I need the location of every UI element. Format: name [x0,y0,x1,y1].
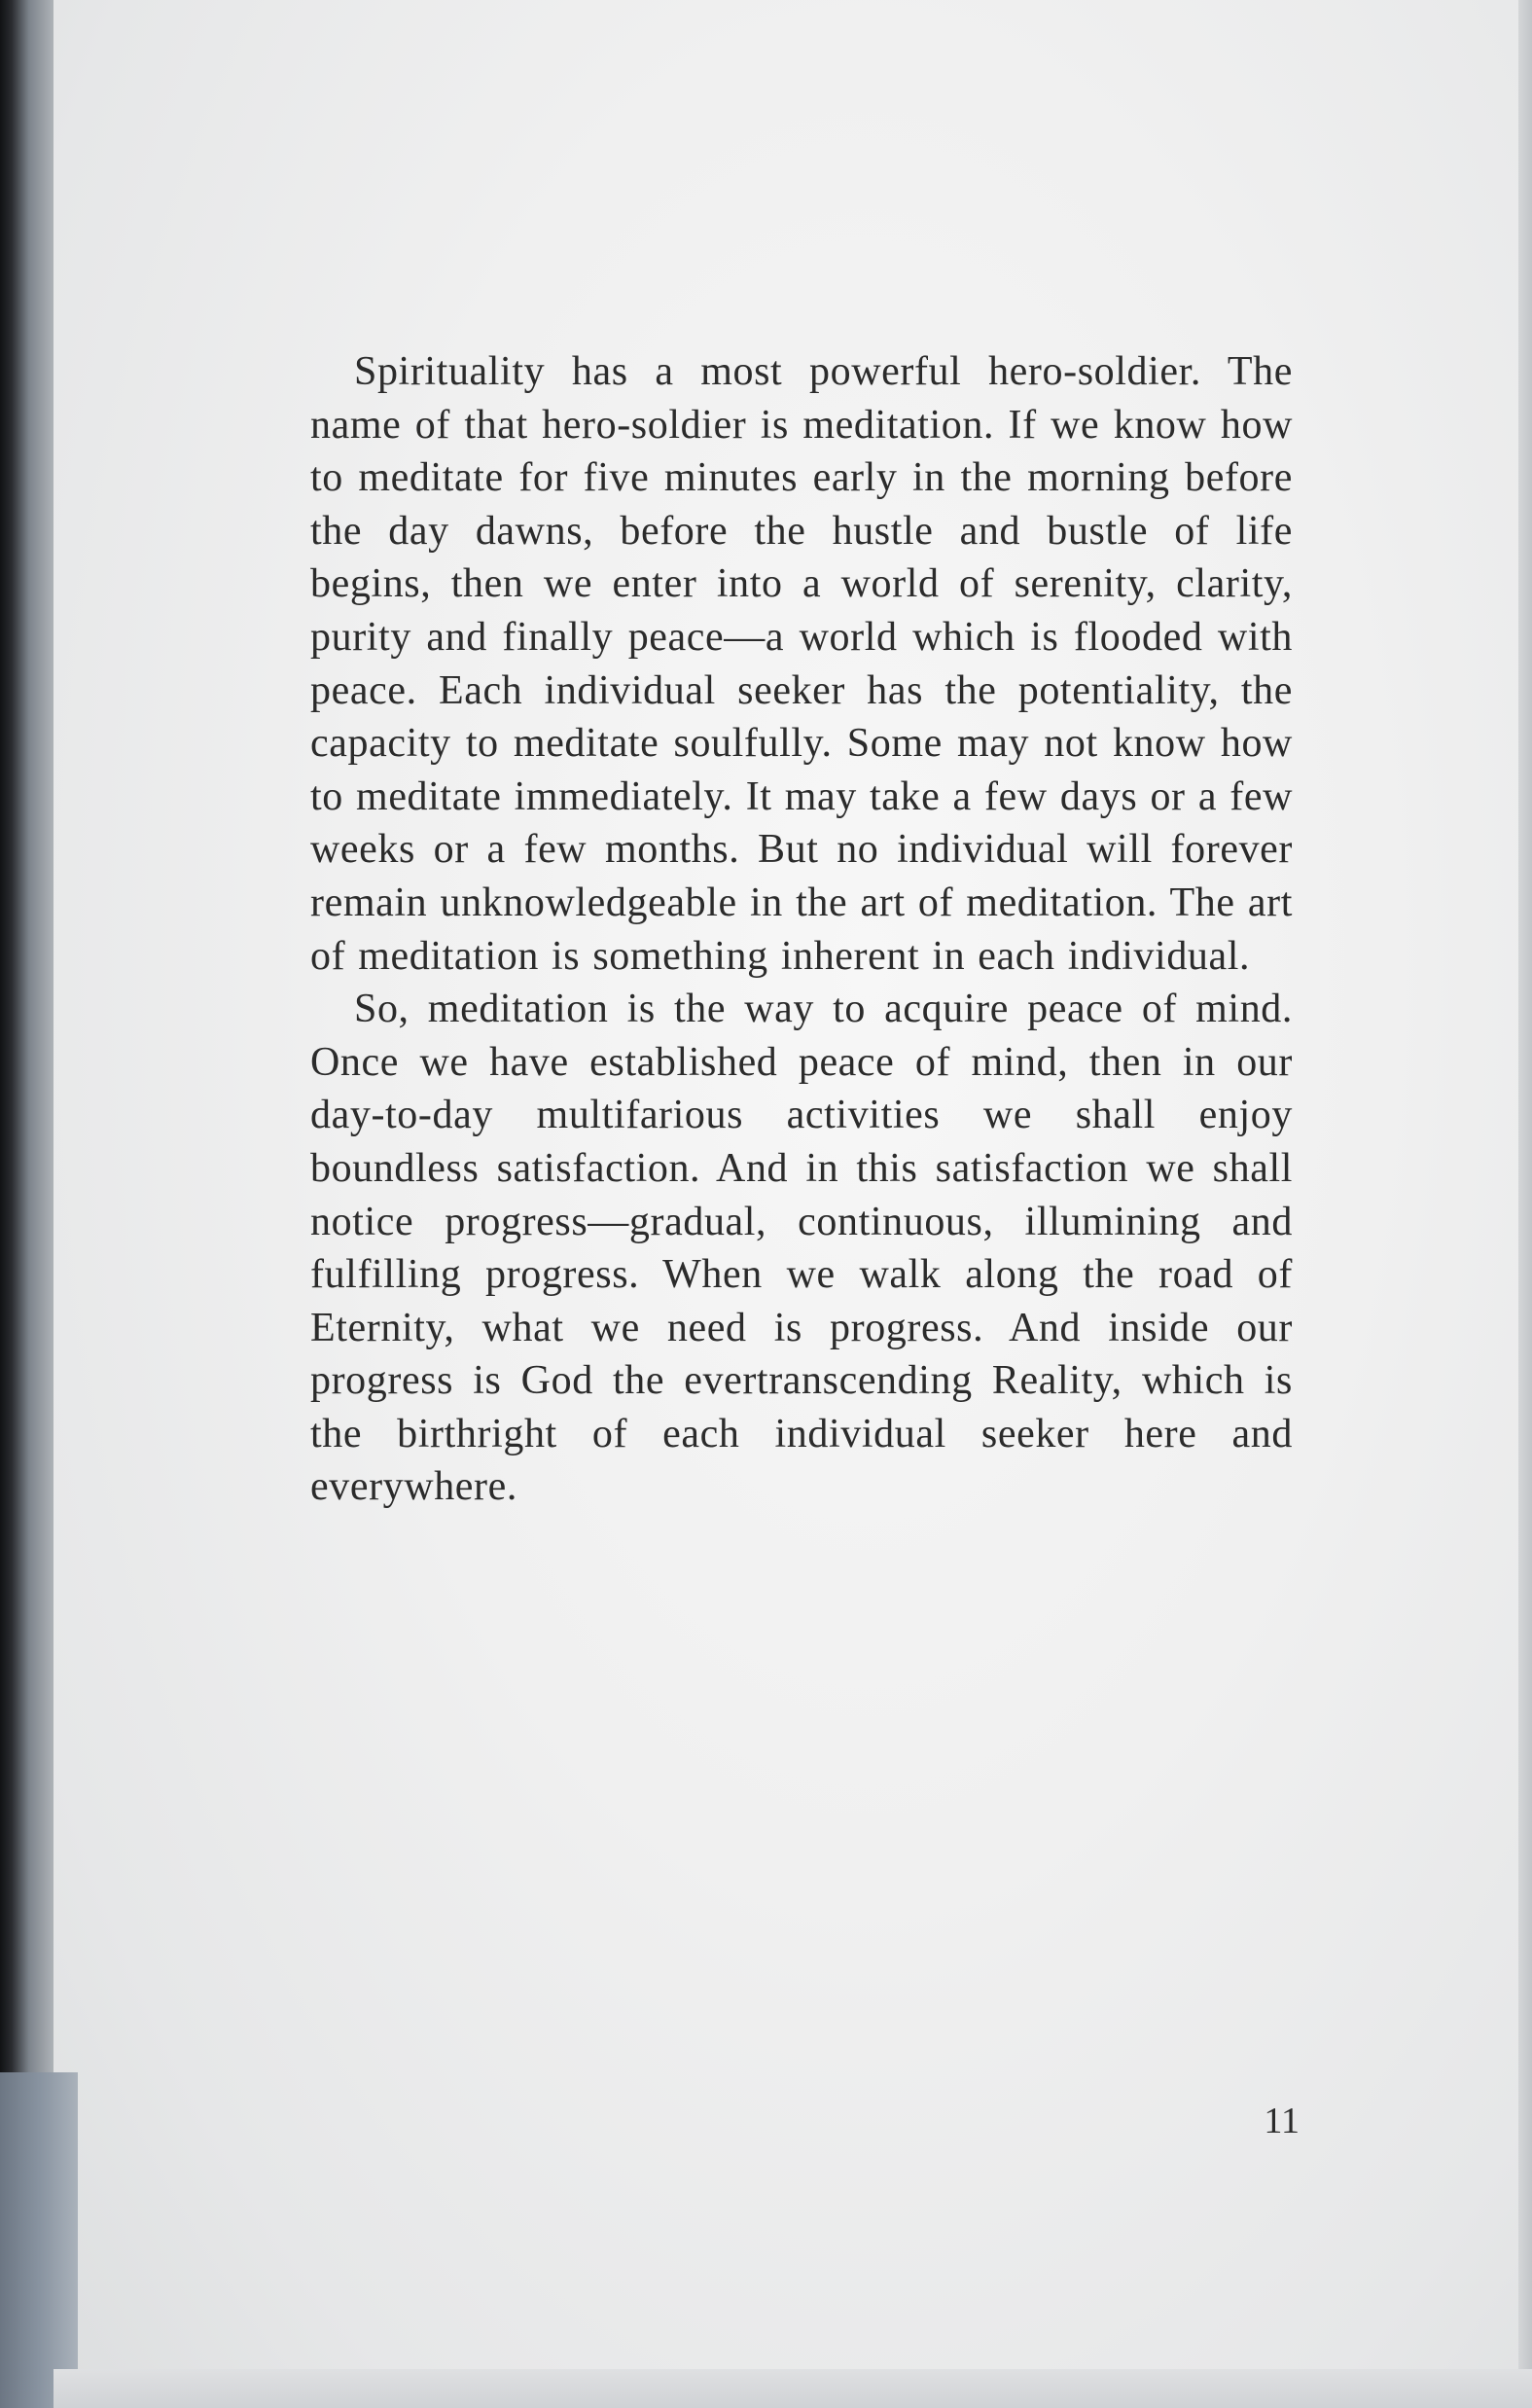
body-text [310,345,1293,1514]
paragraph-2: So, meditation is the way to acquire peace of mind. Once we have established peace of mind, then in our day-to-day multifarious activities we shall enjoy boundless satisfaction. And in this satisfaction we shall notice progress—gradual, continuous, illumining and fulfilling progress. When we walk along the road of Eternity, what we need is progress. And inside our progress is God the evertranscending Reality, which is the birthright of each individual seeker here and everywhere. [310,987,1293,1510]
paragraph-1: Spirituality has a most powerful hero-soldier. The name of that hero-soldier is meditation. If we know how to meditate for five minutes early in the morning before the day dawns, before the hustle and bustle of life begins, then we enter into a world of serenity, clarity, purity and finally peace—a world which is flooded with peace. Each individual seeker has the potentiality, the capacity to meditate soulfully. Some may not know how to meditate immediately. It may take a few days or a few weeks or a few months. But no individual will forever remain unknowledgeable in the art of meditation. The art of meditation is something inherent in each individual. [310,349,1293,979]
scanner-shadow-lower-left [0,2072,78,2408]
page-right-edge [1518,0,1532,2408]
page-number: 11 [1264,2101,1300,2141]
scanner-shadow-left [0,0,58,2408]
page-bottom-edge [53,2369,1532,2408]
